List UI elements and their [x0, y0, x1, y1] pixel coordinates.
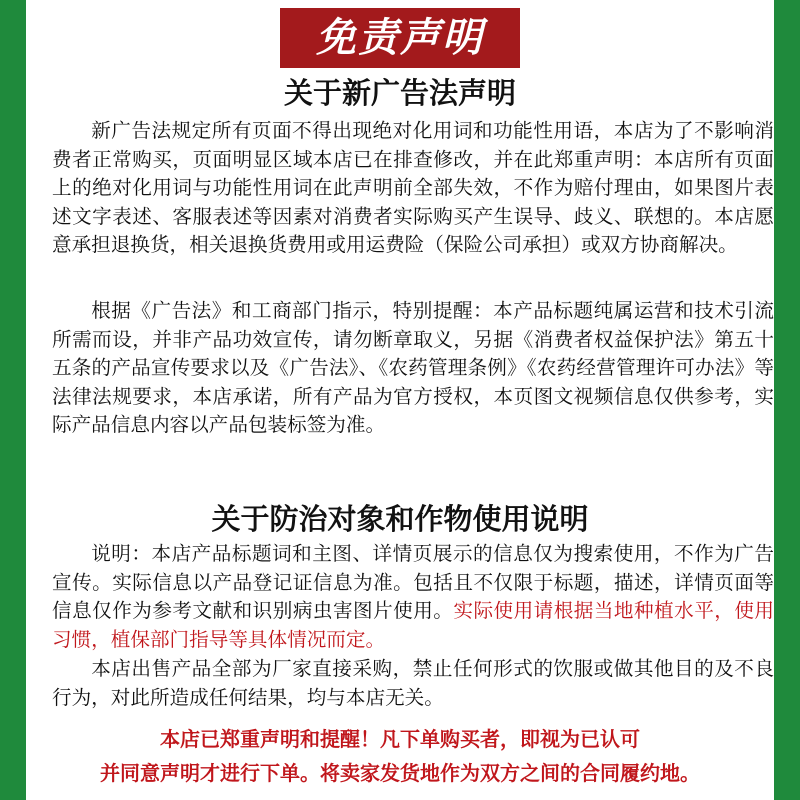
disclaimer-banner: 免责声明 — [280, 8, 520, 68]
usage-note-text: 说明：本店产品标题词和主图、详情页展示的信息仅为搜索使用，不作为广告宣传。实际信息以产品登记证信息为准。包括且不仅限于标题，描述，详情页面等信息仅作为参考文献和识别病虫害图片使用。 — [52, 542, 774, 623]
usage-instructions-paragraph-1 — [52, 540, 774, 654]
warning-line-2: 并同意声明才进行下单。将卖家发货地作为双方之间的合同履约地。 — [100, 761, 700, 785]
section-heading-usage-instructions: 关于防治对象和作物使用说明 — [211, 502, 589, 536]
section-heading-advertising-law: 关于新广告法声明 — [283, 76, 516, 110]
disclaimer-document — [26, 0, 774, 800]
usage-instructions-paragraph-2: 本店出售产品全部为厂家直接采购，禁止任何形式的饮服或做其他目的及不良行为，对此所造成任何结果，均与本店无关。 — [52, 657, 774, 709]
advertising-law-paragraph-1: 新广告法规定所有页面不得出现绝对化用词和功能性用语，本店为了不影响消费者正常购买，页面明显区域本店已在排查修改，并在此郑重声明：本店所有页面上的绝对化用词与功能性用词在此声明前全部失效，不作为赔付理由，如果图片表述文字表述、客服表述等因素对消费者实际购买产生误导、歧义、联想的。本店愿意承担退换货，相关退换货费用或用运费险（保险公司承担）或双方协商解决。 — [52, 119, 774, 257]
usage-note-highlight: 实际使用请根据当地种植水平，使用习惯，植保部门指导等具体情况而定。 — [52, 599, 774, 651]
advertising-law-paragraph-2: 根据《广告法》和工商部门指示，特别提醒：本产品标题纯属运营和技术引流所需而设，并非产品功效宣传，请勿断章取义，另据《消费者权益保护法》第五十五条的产品宣传要求以及《广告法》、《农药管理条例》《农药经营管理许可办法》等法律法规要求，本店承诺，所有产品为官方授权，本页图文视频信息仅供参考，实际产品信息内容以产品包装标签为准。 — [52, 299, 774, 437]
warning-line-1: 本店已郑重声明和提醒！凡下单购买者，即视为已认可 — [160, 727, 640, 751]
banner-area — [26, 8, 774, 68]
